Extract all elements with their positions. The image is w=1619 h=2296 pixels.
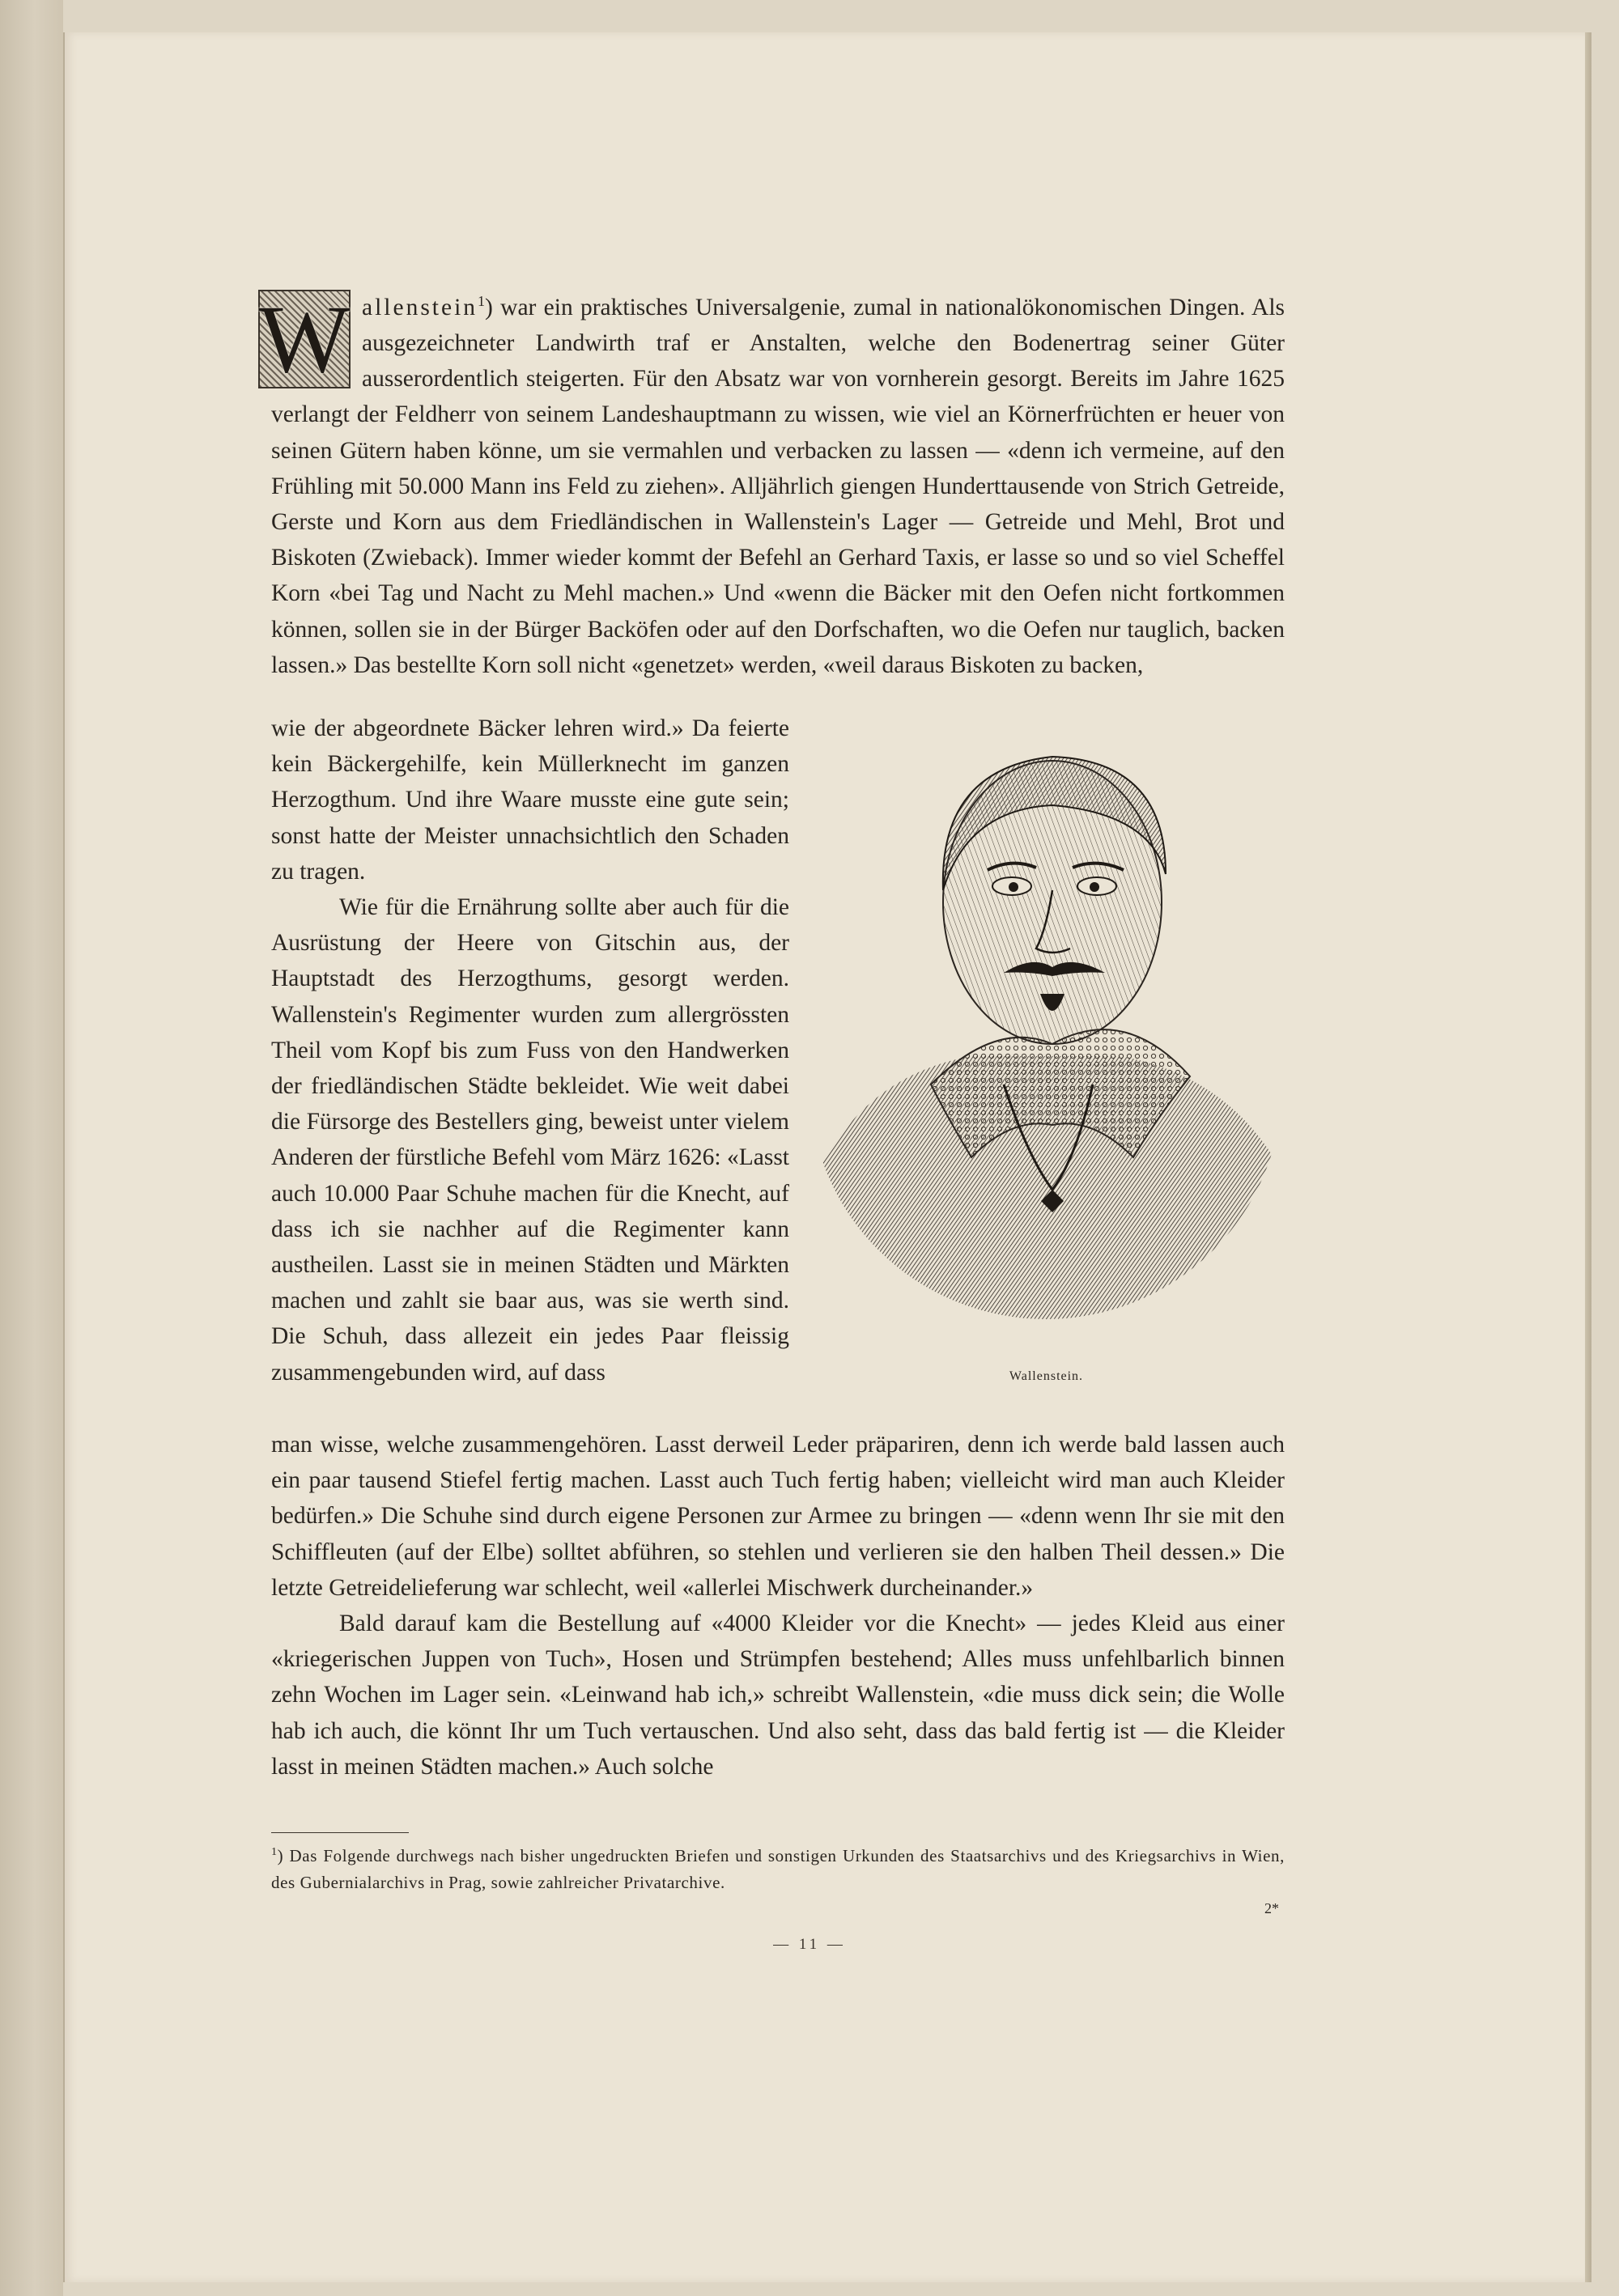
footnote-text: ) Das Folgende durchwegs nach bisher ungedruckten Briefen und sonstigen Urkunden des Staatsarchivs und des Kriegsarchivs in Wien, des Gubernialarchivs in Prag, sowie zahlreicher Privatarchive. [271, 1846, 1285, 1892]
figure-caption: Wallenstein. [1009, 1369, 1084, 1383]
footnote-rule [271, 1832, 409, 1833]
footnote-marker: 1 [271, 1846, 278, 1858]
paragraph-continuation [271, 1427, 1285, 1785]
portrait-engraving [810, 736, 1283, 1319]
paragraph-text: wie der abgeordnete Bäcker lehren wird.» Da feierte kein Bäckergehilfe, kein Müllerknecht im ganzen Herzogthum. Und ihre Waare musste eine gute sein; sonst hatte der Meister unnachsichtlich den Schaden zu tragen. [271, 715, 789, 885]
wrapped-column [271, 711, 789, 1390]
paragraph-text: Wie für die Ernährung sollte aber auch für die Ausrüstung der Heere von Gitschin aus, der Hauptstadt des Herzogthums, gesorgt werden. Wallenstein's Regimenter wurden zum allergrössten Theil vom Kopf bis zum Fuss von den Handwerken der friedländischen Städte bekleidet. Wie weit dabei die Fürsorge des Bestellers ging, beweist unter vielem Anderen der fürstliche Befehl vom März 1626: «Lasst auch 10.000 Paar Schuhe machen für die Knecht, auf dass ich sie nachher auf die Regimenter kann austheilen. Lasst sie in meinen Städten und Märkten machen und zahlt sie baar aus, was sie werth sind. Die Schuh, dass allezeit ein jedes Paar fleissig zusammengebunden wird, auf dass [271, 894, 789, 1386]
paragraph-text: man wisse, welche zusammengehören. Lasst derweil Leder präpariren, denn ich werde bald lassen auch ein paar tausend Stiefel fertig machen. Lasst auch Tuch fertig haben; vielleicht wird man auch Kleider bedürfen.» Die Schuhe sind durch eigene Personen zur Armee zu bringen — «denn wenn Ihr sie mit den Schiffleuten (auf der Elbe) solltet abführen, so stehlen und verlieren sie den halben Theil dessen.» Die letzte Getreidelieferung war schlecht, weil «allerlei Mischwerk durcheinander.» [271, 1432, 1285, 1601]
footnote-ref: 1 [478, 293, 486, 309]
portrait-figure [810, 736, 1283, 1360]
facing-page-edge [0, 0, 63, 2296]
paragraph-text: ) war ein praktisches Universalgenie, zumal in nationalökonomischen Dingen. Als ausgezeichneter Landwirth traf er Anstalten, welche den Bodenertrag seiner Güter ausserordentlich steigerten. Für den Absatz war von vornherein gesorgt. Bereits im Jahre 1625 verlangt der Feldherr von seinem Landeshauptmann zu wissen, wie viel an Körnerfrüchten er heuer von seinen Gütern haben könne, um sie vermahlen und verbacken zu lassen — «denn ich vermeine, auf den Frühling mit 50.000 Mann ins Feld zu ziehen». Alljährlich giengen Hunderttausende von Strich Getreide, Gerste und Korn aus dem Friedländischen in Wallenstein's Lager — Getreide und Mehl, Brot und Biskoten (Zwieback). Immer wieder kommt der Befehl an Gerhard Taxis, er lasse so und so viel Scheffel Korn «bei Tag und Nacht zu Mehl machen.» Und «wenn die Bäcker mit den Oefen nicht fortkommen können, sollen sie in der Bürger Backöfen oder auf den Dorfschaften, wo die Oefen nur tauglich, backen lassen.» Das bestellte Korn soll nicht «genetzet» werden, «weil daraus Biskoten zu backen, [271, 294, 1285, 678]
signature-mark: 2* [1264, 1900, 1279, 1916]
paragraph-opening [258, 283, 1285, 683]
paragraph-text: Bald darauf kam die Bestellung auf «4000 Kleider vor die Knecht» — jedes Kleid aus einer «kriegerischen Juppen von Tuch», Hosen und Strümpfen bestehend; Alles muss unfehlbarlich binnen zehn Wochen im Lager sein. «Leinwand hab ich,» schreibt Wallenstein, «die muss dick sein; die Wolle hab ich auch, die könnt Ihr um Tuch vertauschen. Und also seht, dass das bald fertig ist — die Kleider lasst in meinen Städten machen.» Auch solche [271, 1611, 1285, 1780]
footnote [271, 1839, 1285, 1896]
decorative-initial: W [258, 285, 351, 393]
page-number: — 11 — [773, 1936, 846, 1953]
page-edge [1585, 32, 1591, 2282]
opening-word: allenstein [362, 294, 478, 320]
